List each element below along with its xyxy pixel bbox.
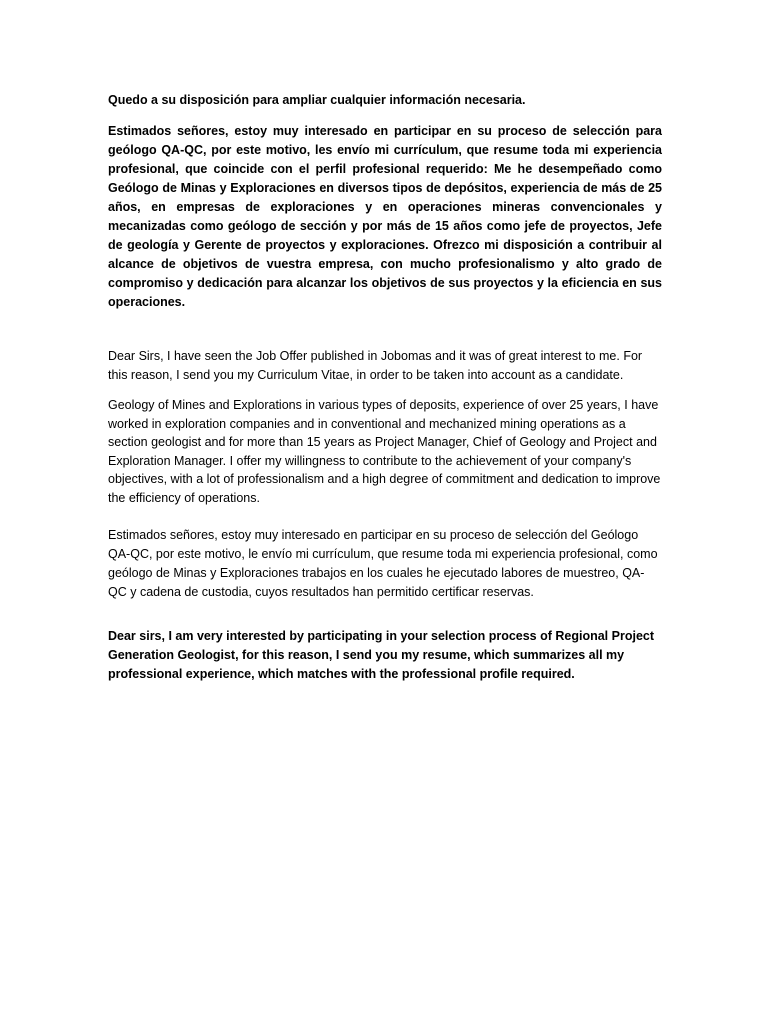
experience-summary-english: Geology of Mines and Explorations in various types of deposits, experience of over 25 years, I have worked in exploration companies and in conventional and mechanized mining operations as a section geologist and for more than 15 years as Project Manager, Chief of Geology and Project and Exploration Manager. I offer my willingness to contribute to the achievement of your company's objectives, with a lot of professionalism and a high degree of commitment and dedication to improve the efficiency of operations.: [108, 398, 661, 505]
cover-letter-english-intro: Dear Sirs, I have seen the Job Offer published in Jobomas and it was of great interest to me. For this reason, I send you my Curriculum Vitae, in order to be taken into account as a candidate.: [108, 349, 643, 382]
qaqc-application-spanish: Estimados señores, estoy muy interesado en participar en su proceso de selección del Geólogo QA-QC, por este motivo, le envío mi currículum, que resume toda mi experiencia profesional, como geólogo de Minas y Exploraciones trabajos en los cuales he ejecutado labores de muestreo, QA-QC y cadena de custodia, cuyos resultados han permitido certificar reservas.: [108, 528, 658, 599]
cover-letter-spanish-paragraph: Estimados señores, estoy muy interesado en participar en su proceso de selección para geólogo QA-QC, por este motivo, les envío mi currículum, que resume toda mi experiencia profesional, que coincide con el perfil profesional requerido: Me he desempeñado como Geólogo de Minas y Exploraciones en diversos tipos de depósitos, experiencia de más de 25 años, en empresas de exploraciones y en operaciones mineras convencionales y mecanizadas como geólogo de sección y por más de 15 años como jefe de proyectos, Jefe de geología y Gerente de proyectos y exploraciones. Ofrezco mi disposición a contribuir al alcance de objetivos de vuestra empresa, con mucho profesionalismo y alto grado de compromiso y dedicación para alcanzar los objetivos de sus proyectos y la eficiencia en sus operaciones.: [108, 124, 662, 309]
regional-geologist-application-english: Dear sirs, I am very interested by participating in your selection process of Regional Project Generation Geologist, for this reason, I send you my resume, which summarizes all my professional experience, which matches with the professional profile required.: [108, 629, 655, 681]
closing-line-spanish: Quedo a su disposición para ampliar cualquier información necesaria.: [108, 93, 526, 107]
